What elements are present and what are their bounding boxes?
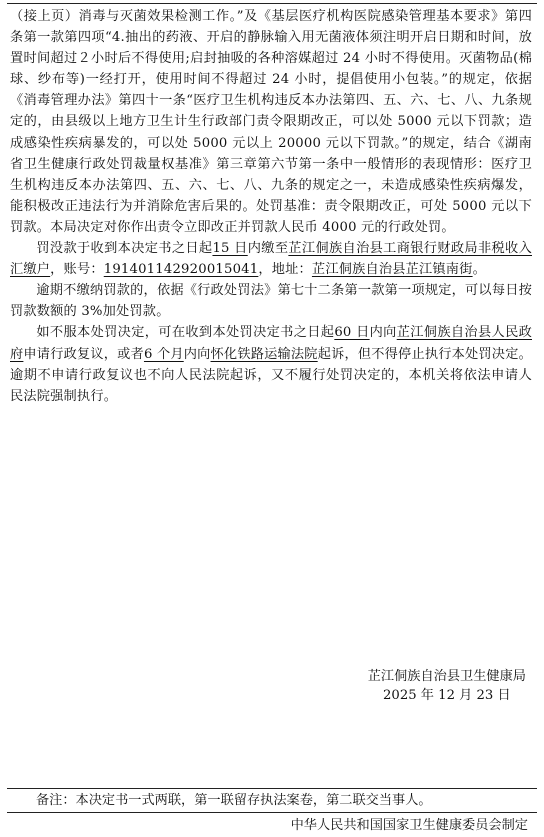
appeal-text: 如不服本处罚决定，可在收到本处罚决定书之日起	[36, 325, 335, 341]
appeal-text: 内向	[369, 325, 397, 341]
document-body	[10, 6, 532, 407]
appeal-court: 怀化铁路运输法院	[210, 346, 318, 362]
form-maker: 中华人民共和国国家卫生健康委员会制定	[290, 818, 528, 833]
payment-text: 罚没款于收到本决定书之日起	[36, 241, 213, 257]
paragraph-payment	[10, 238, 532, 280]
appeal-lawsuit-deadline: 6 个月	[143, 346, 184, 362]
appeal-government: 芷江侗族自治县人民政府	[10, 325, 532, 362]
paragraph-legal-basis: （接上页）消毒与灭菌效果检测工作。”及《基层医疗机构医院感染管理基本要求》第四条第一款第四项“4.抽出的药液、开启的静脉输入用无菌液体须注明开启日期和时间，放置时间超过２小时后不得使用;启封抽吸的各种溶媒超过 24 小时不得使用。灭菌物品(棉球、纱布等)一经打开，使用时间不得超过 24 小时，提倡使用小包装。”的规定，依据《消毒管理办法》第四十一条“医疗卫生机构违反本办法第四、五、六、七、八、九条规定的，由县级以上地方卫生计生行政部门责令限期改正，可以处 5000 元以下罚款；造成感染性疾病暴发的，可以处 5000 元以上 20000 元以下罚款。”的规定，结合《湖南省卫生健康行政处罚裁量权基准》第三章第六节第一条中一般情形的表现情形：医疗卫生机构违反本办法第四、五、六、七、八、九条的规定之一，未造成感染性疾病爆发，能积极改正违法行为并消除危害后果的。处罚基准：责令限期改正，可处 5000 元以下罚款。本局决定对你作出责令立即改正并罚款人民币 4000 元的行政处罚。	[10, 9, 532, 235]
top-rule	[7, 3, 537, 4]
payment-account: 191401142920015041	[103, 262, 259, 278]
payment-bank: 芷江侗族自治县工商银行财政局非税收入汇缴户	[10, 241, 532, 278]
appeal-text: 申请行政复议，或者	[23, 346, 144, 362]
appeal-reconsideration-deadline: 60 日	[334, 325, 370, 341]
issuing-organization: 芷江侗族自治县卫生健康局	[367, 669, 526, 684]
signature-block	[368, 667, 526, 705]
appeal-text: 起诉，但不得停止执行本处罚决定。逾期不申请行政复议也不向人民法院起诉，又不履行处罚决定的，本机关将依法申请人民法院强制执行。	[10, 346, 532, 404]
appeal-text: 内向	[183, 346, 211, 362]
footer-rule-upper	[7, 788, 537, 789]
payment-text: ，账号：	[50, 262, 104, 278]
footer-rule-lower	[7, 812, 537, 813]
payment-text: ，地址：	[258, 262, 312, 278]
payment-deadline: 15 日	[212, 241, 248, 257]
paragraph-appeal	[10, 322, 532, 406]
footer-note: 备注：本决定书一式两联，第一联留存执法案卷，第二联交当事人。	[36, 793, 432, 808]
paragraph-late-penalty: 逾期不缴纳罚款的，依据《行政处罚法》第七十二条第一款第一项规定，可以每日按罚款数额的 3%加处罚款。	[10, 283, 532, 320]
payment-text: 内缴至	[247, 241, 289, 257]
issue-date: 2025 年 12 月 23 日	[383, 688, 511, 703]
payment-text: 。	[472, 262, 486, 278]
payment-address: 芷江侗族自治县芷江镇南街	[311, 262, 473, 278]
